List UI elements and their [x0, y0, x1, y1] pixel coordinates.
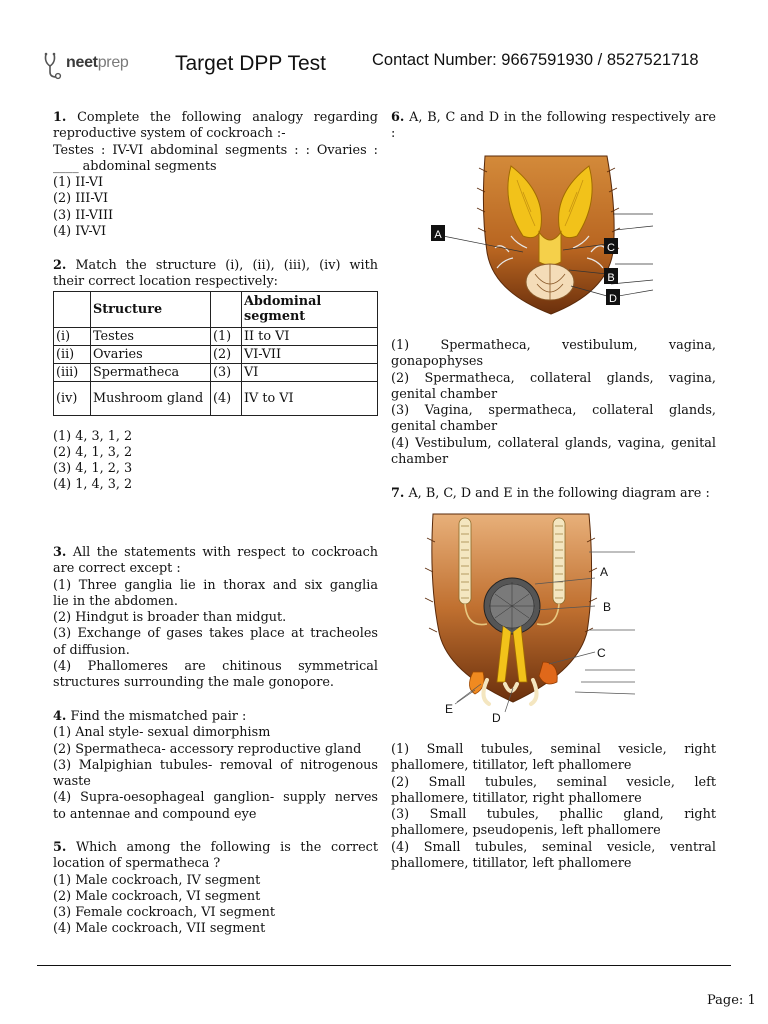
q1-line-2: reproductive system of cockroach :- [53, 126, 286, 142]
q5-option-4: (4) Male cockroach, VII segment [53, 921, 266, 937]
diagram-label-a: A [600, 565, 609, 579]
table-cell: Spermatheca [91, 363, 211, 381]
q5-option-1: (1) Male cockroach, IV segment [53, 872, 261, 888]
neetprep-logo [42, 50, 142, 80]
q1-option-1: (1) II-VI [53, 175, 103, 191]
q1-line-1: 1. Complete the following analogy regarding [53, 110, 378, 125]
q3-line-2: are correct except : [53, 561, 181, 577]
question-4 [53, 709, 378, 823]
diagram-label-b: B [607, 272, 615, 284]
diagram-label-d: D [492, 711, 501, 725]
q4-line-1: 4. Find the mismatched pair : [53, 709, 247, 724]
page-title: Target DPP Test [175, 52, 326, 75]
q3-option-4-cont: structures surrounding the male gonopore. [53, 675, 334, 691]
q7-option-3: (3) Small tubules, phallic gland, right [391, 807, 716, 823]
question-3 [53, 545, 378, 692]
q3-option-3-cont: of diffusion. [53, 642, 130, 658]
q2-option-2: (2) 4, 1, 3, 2 [53, 444, 133, 460]
table-cell: (1) [211, 327, 242, 345]
q6-line-2: : [391, 126, 396, 142]
table-cell: Ovaries [91, 345, 211, 363]
q7-option-3-cont: phallomere, pseudopenis, left phallomere [391, 823, 661, 839]
q7-option-1: (1) Small tubules, seminal vesicle, right [391, 742, 716, 757]
q2-line-2: their correct location respectively: [53, 274, 278, 290]
q1-line-3: Testes : IV-VI abdominal segments : : Ovaries : [53, 142, 378, 158]
q2-option-1: (1) 4, 3, 1, 2 [53, 428, 133, 444]
page-number: Page: 1 [707, 993, 756, 1008]
q4-option-4: (4) Supra-oesophageal ganglion- supply nerves [53, 790, 378, 806]
stethoscope-icon [42, 50, 66, 80]
table-row [54, 363, 378, 381]
q3-option-1-cont: lie in the abdomen. [53, 593, 178, 609]
match-table [53, 291, 378, 416]
table-cell: (ii) [54, 345, 91, 363]
q4-option-1: (1) Anal style- sexual dimorphism [53, 725, 271, 741]
question-6 [391, 110, 716, 143]
diagram-label-d: D [609, 293, 617, 305]
q6-option-3-cont: genital chamber [391, 419, 498, 435]
diagram-label-b: B [603, 600, 612, 614]
q6-option-4-cont: chamber [391, 452, 449, 468]
table-row [54, 345, 378, 363]
table-cell: (3) [211, 363, 242, 381]
diagram-label-a: A [434, 229, 442, 241]
q4-option-3-cont: waste [53, 774, 91, 790]
q7-option-2-cont: phallomere, titillator, right phallomere [391, 790, 642, 806]
female-reproductive-diagram [431, 152, 681, 317]
q3-option-2: (2) Hindgut is broader than midgut. [53, 610, 287, 626]
q6-option-3: (3) Vagina, spermatheca, collateral glands, [391, 403, 716, 419]
q6-option-1-cont: gonapophyses [391, 354, 484, 370]
q7-option-2: (2) Small tubules, seminal vesicle, left [391, 774, 716, 790]
table-header-segment: Abdominal segment [242, 291, 378, 327]
diagram-label-c: C [607, 242, 615, 254]
q1-option-2: (2) III-VI [53, 191, 109, 207]
diagram-label-c: C [597, 646, 606, 660]
footer-divider [37, 965, 731, 966]
q2-line-1: 2. Match the structure (i), (ii), (iii), (iv) with [53, 258, 378, 273]
q5-option-2: (2) Male cockroach, VI segment [53, 888, 261, 904]
question-1 [53, 110, 378, 240]
q3-option-4: (4) Phallomeres are chitinous symmetrical [53, 659, 378, 675]
q6-line-1: 6. A, B, C and D in the following respectively are [391, 110, 716, 125]
q5-line-1: 5. Which among the following is the correct [53, 840, 378, 855]
q7-option-1-cont: phallomere, titillator, left phallomere [391, 758, 632, 774]
table-cell: Mushroom gland [91, 381, 211, 415]
pointer-line-e [455, 690, 475, 704]
q7-option-4-cont: phallomere, titillator, left phallomere [391, 856, 632, 872]
table-cell: (2) [211, 345, 242, 363]
q6-option-1: (1) Spermatheca, vestibulum, vagina, [391, 338, 716, 353]
q6-option-4: (4) Vestibulum, collateral glands, vagina, genital [391, 435, 716, 451]
table-cell: VI [242, 363, 378, 381]
q1-line-4: ____ abdominal segments [53, 158, 217, 174]
q7-option-4: (4) Small tubules, seminal vesicle, ventral [391, 839, 716, 855]
table-cell: (iv) [54, 381, 91, 415]
q4-option-3: (3) Malpighian tubules- removal of nitrogenous [53, 757, 378, 773]
table-cell: (i) [54, 327, 91, 345]
q4-option-2: (2) Spermatheca- accessory reproductive gland [53, 741, 362, 757]
question-7 [391, 486, 716, 502]
q4-option-4-cont: to antennae and compound eye [53, 806, 257, 822]
q1-option-4: (4) IV-VI [53, 224, 107, 240]
q7-line-1: 7. A, B, C, D and E in the following diagram are : [391, 486, 710, 501]
male-reproductive-diagram [417, 512, 647, 727]
table-cell: II to VI [242, 327, 378, 345]
diagram-label-e: E [445, 702, 454, 716]
question-5 [53, 840, 378, 938]
q5-line-2: location of spermatheca ? [53, 856, 221, 872]
q2-option-4: (4) 1, 4, 3, 2 [53, 477, 133, 493]
logo-wordmark: neetprep [66, 54, 129, 71]
q3-option-3: (3) Exchange of gases takes place at tracheoles [53, 626, 378, 642]
table-cell: VI-VII [242, 345, 378, 363]
table-cell: IV to VI [242, 381, 378, 415]
contact-number: Contact Number: 9667591930 / 8527521718 [372, 51, 699, 69]
table-header-structure: Structure [91, 291, 211, 327]
q2-option-3: (3) 4, 1, 2, 3 [53, 461, 133, 477]
table-cell: Testes [91, 327, 211, 345]
table-row [54, 327, 378, 345]
q3-option-1: (1) Three ganglia lie in thorax and six ganglia [53, 577, 378, 593]
q1-option-3: (3) II-VIII [53, 207, 114, 223]
table-cell: (iii) [54, 363, 91, 381]
q6-options [391, 338, 716, 468]
question-2 [53, 258, 378, 494]
table-row [54, 381, 378, 415]
q7-options [391, 742, 716, 872]
q6-option-2: (2) Spermatheca, collateral glands, vagina, [391, 370, 716, 386]
q5-option-3: (3) Female cockroach, VI segment [53, 905, 276, 921]
table-cell: (4) [211, 381, 242, 415]
q6-option-2-cont: genital chamber [391, 386, 498, 402]
q3-line-1: 3. All the statements with respect to cockroach [53, 545, 378, 560]
